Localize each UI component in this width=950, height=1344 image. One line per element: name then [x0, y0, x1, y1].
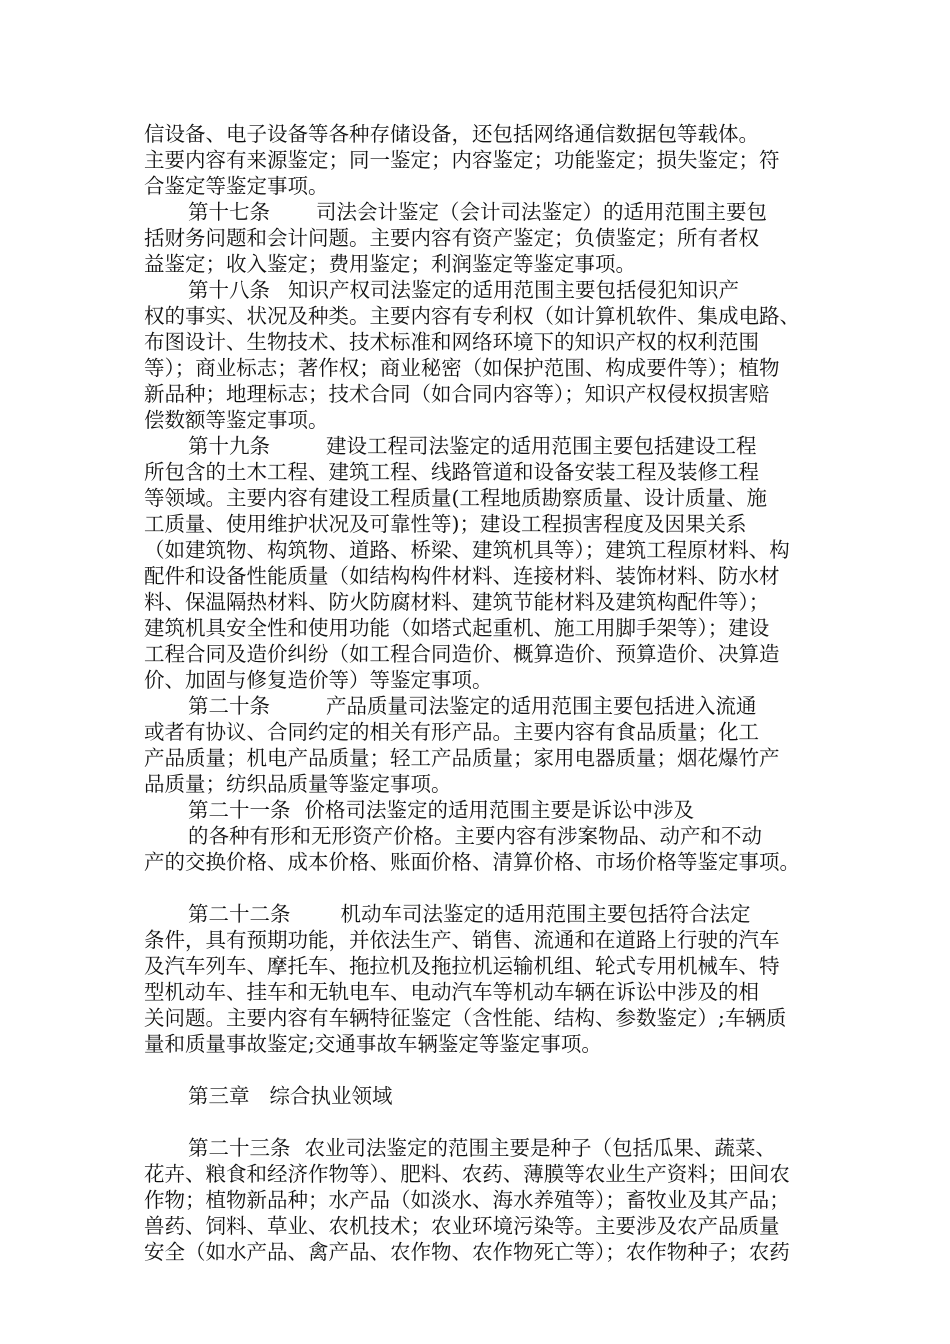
chapter-heading	[188, 1083, 393, 1109]
article-heading: 第十九条	[188, 434, 270, 458]
text-line: 合鉴定等鉴定事项。	[144, 174, 329, 198]
text-line: （如建筑物、构筑物、道路、桥梁、建筑机具等）；建筑工程原材料、构	[144, 538, 790, 562]
article-heading: 第十八条	[188, 278, 270, 302]
text-line: 工质量、使用维护状况及可靠性等)；建设工程损害程度及因果关系	[144, 512, 747, 536]
text-line: 兽药、饲料、草业、农机技术；农业环境污染等。主要涉及农产品质量	[144, 1214, 780, 1238]
text-line: 安全（如水产品、禽产品、农作物、农作物死亡等）；农作物种子；农药	[144, 1240, 790, 1264]
article-heading: 第二十二条	[188, 902, 291, 926]
article-23-first-line	[188, 1135, 776, 1161]
text-line: 价、加固与修复造价等）等鉴定事项。	[144, 668, 493, 692]
text-line: 型机动车、挂车和无轨电车、电动汽车等机动车辆在诉讼中涉及的相	[144, 980, 759, 1004]
text-line: 花卉、粮食和经济作物等）、肥料、农药、薄膜等农业生产资料；田间农	[144, 1162, 790, 1186]
article-22-first-line	[188, 901, 751, 927]
text-line: 量和质量事故鉴定;交通事故车辆鉴定等鉴定事项。	[144, 1032, 602, 1056]
article-heading: 第二十一条	[188, 798, 291, 822]
text-line: 新品种；地理标志；技术合同（如合同内容等）；知识产权侵权损害赔	[144, 382, 770, 406]
text-line: 作物；植物新品种；水产品（如淡水、海水养殖等）；畜牧业及其产品；	[144, 1188, 790, 1212]
text-line: 主要内容有来源鉴定；同一鉴定；内容鉴定；功能鉴定；损失鉴定；符	[144, 148, 780, 172]
article-19-first-line	[188, 433, 757, 459]
article-heading: 第二十三条	[188, 1136, 291, 1160]
article-text: 司法会计鉴定（会计司法鉴定）的适用范围主要包	[316, 200, 767, 224]
article-text: 农业司法鉴定的范围主要是种子（包括瓜果、蔬菜、	[304, 1136, 776, 1160]
article-20-first-line	[188, 693, 757, 719]
chapter-title: 综合执业领域	[269, 1084, 393, 1108]
text-line: 产品质量；机电产品质量；轻工产品质量；家用电器质量；烟花爆竹产	[144, 746, 780, 770]
article-17-first-line	[188, 199, 767, 225]
article-text: 建设工程司法鉴定的适用范围主要包括建设工程	[326, 434, 757, 458]
text-line: 权的事实、状况及种类。主要内容有专利权（如计算机软件、集成电路、	[144, 304, 800, 328]
text-line: 偿数额等鉴定事项。	[144, 408, 329, 432]
text-line: 括财务问题和会计问题。主要内容有资产鉴定；负债鉴定；所有者权	[144, 226, 759, 250]
text-line: 建筑机具安全性和使用功能（如塔式起重机、施工用脚手架等）；建设	[144, 616, 770, 640]
text-line: 配件和设备性能质量（如结构构件材料、连接材料、装饰材料、防水材	[144, 564, 780, 588]
chapter-number: 第三章	[188, 1084, 250, 1108]
text-line: 及汽车列车、摩托车、拖拉机及拖拉机运输机组、轮式专用机械车、特	[144, 954, 780, 978]
text-line: 益鉴定；收入鉴定；费用鉴定；利润鉴定等鉴定事项。	[144, 252, 636, 276]
article-heading: 第十七条	[188, 200, 270, 224]
text-line: 产的交换价格、成本价格、账面价格、清算价格、市场价格等鉴定事项。	[144, 850, 800, 874]
text-line: 关问题。主要内容有车辆特征鉴定（含性能、结构、参数鉴定）;车辆质	[144, 1006, 787, 1030]
article-text: 产品质量司法鉴定的适用范围主要包括进入流通	[326, 694, 757, 718]
text-line: 布图设计、生物技术、技术标准和网络环境下的知识产权的权利范围	[144, 330, 759, 354]
article-18-first-line	[188, 277, 739, 303]
text-line: 等）；商业标志；著作权；商业秘密（如保护范围、构成要件等）；植物	[144, 356, 780, 380]
text-line: 信设备、电子设备等各种存储设备，还包括网络通信数据包等载体。	[144, 122, 759, 146]
article-heading: 第二十条	[188, 694, 270, 718]
text-line: 料、保温隔热材料、防火防腐材料、建筑节能材料及建筑构配件等）；	[144, 590, 770, 614]
text-line: 品质量；纺织品质量等鉴定事项。	[144, 772, 452, 796]
text-line: 条件，具有预期功能，并依法生产、销售、流通和在道路上行驶的汽车	[144, 928, 780, 952]
article-text: 价格司法鉴定的适用范围主要是诉讼中涉及	[304, 798, 694, 822]
text-line: 所包含的土木工程、建筑工程、线路管道和设备安装工程及装修工程	[144, 460, 759, 484]
text-line: 或者有协议、合同约定的相关有形产品。主要内容有食品质量；化工	[144, 720, 759, 744]
text-line: 等领域。主要内容有建设工程质量(工程地质勘察质量、设计质量、施	[144, 486, 767, 510]
article-21-first-line	[188, 797, 694, 823]
article-text: 知识产权司法鉴定的适用范围主要包括侵犯知识产	[288, 278, 739, 302]
text-line: 工程合同及造价纠纷（如工程合同造价、概算造价、预算造价、决算造	[144, 642, 780, 666]
text-line: 的各种有形和无形资产价格。主要内容有涉案物品、动产和不动	[188, 824, 762, 848]
article-text: 机动车司法鉴定的适用范围主要包括符合法定	[340, 902, 751, 926]
